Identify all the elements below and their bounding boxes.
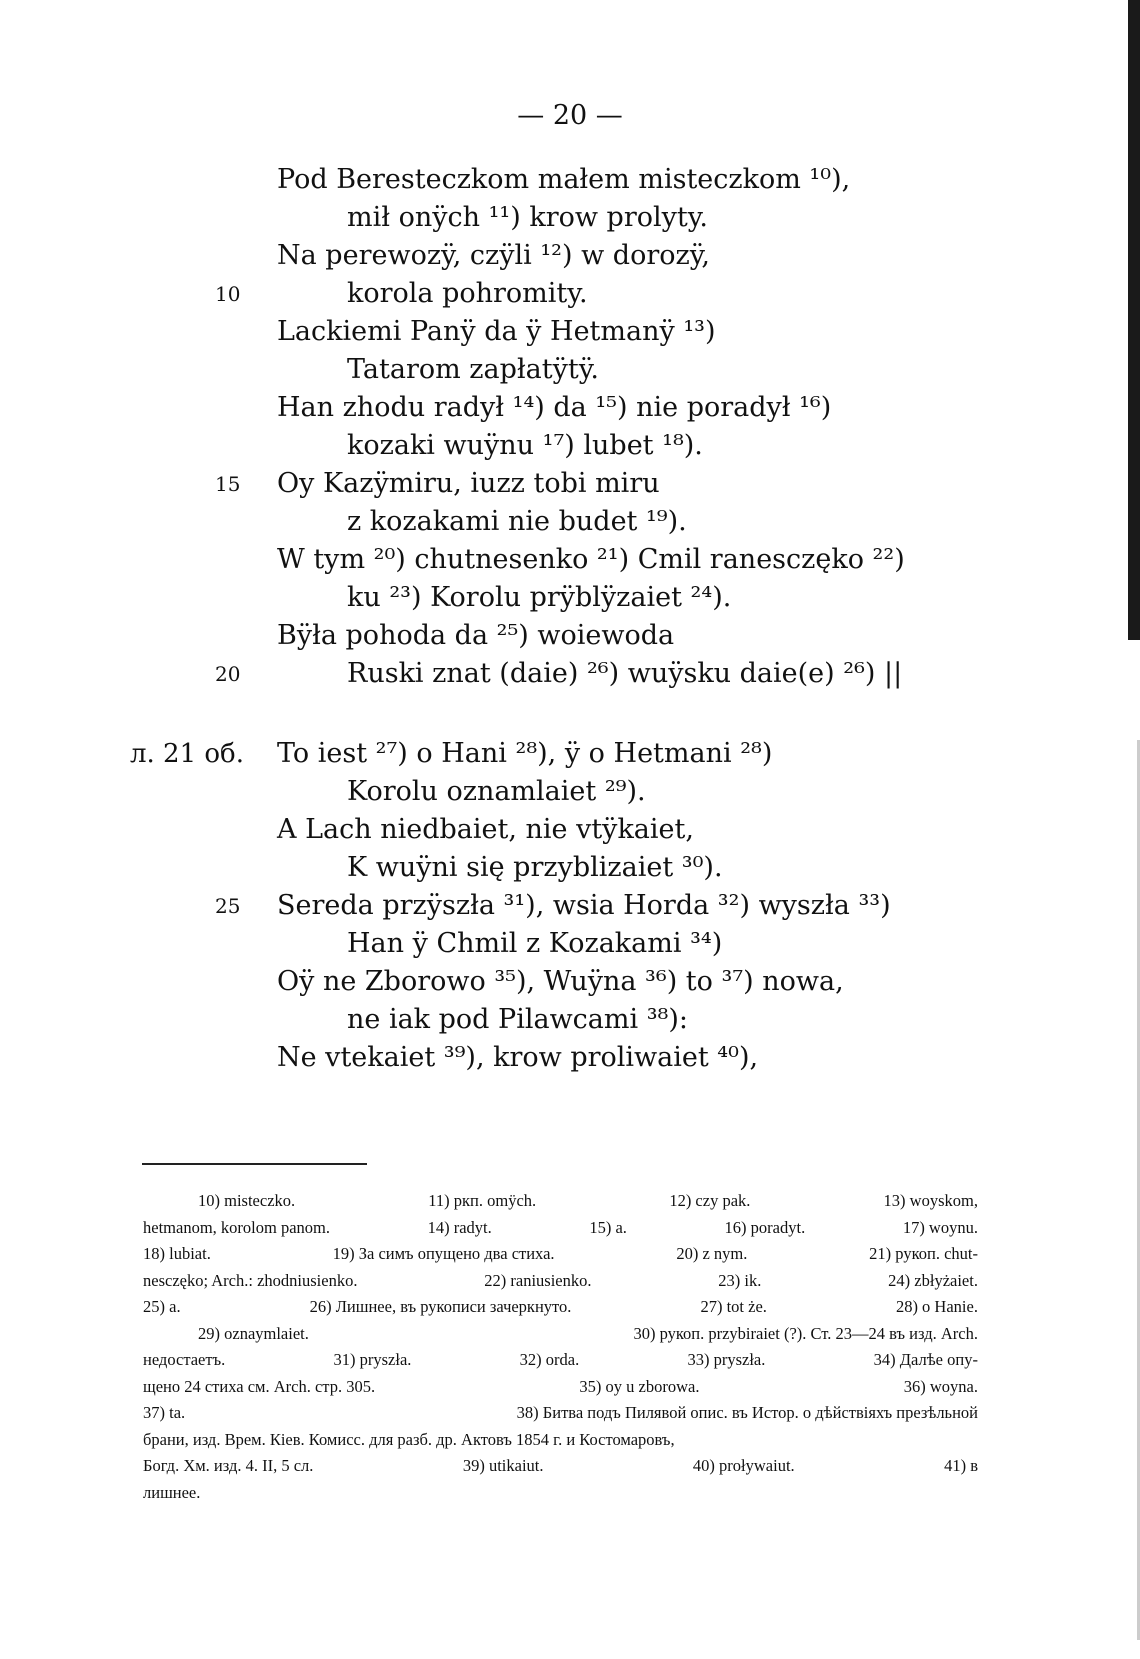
footnote-line (143, 1400, 978, 1427)
footnote: лишнее. (143, 1482, 201, 1502)
footnote-line (143, 1321, 978, 1348)
footnote: 39) utikaiut. (462, 1456, 544, 1475)
verse-line: Korolu oznamlaiet ²⁹). (347, 776, 646, 807)
page-number: — 20 — (517, 100, 623, 131)
footnote: 26) Лишнее, въ рукописи зачеркнуто. (309, 1297, 572, 1316)
line-number: 15 (215, 472, 241, 496)
footnote: 27) tot że. (700, 1297, 767, 1316)
verse-line: kozaki wuÿnu ¹⁷) lubet ¹⁸). (347, 430, 703, 461)
footnote: 16) poradyt. (724, 1217, 806, 1237)
line-number: 10 (215, 282, 241, 306)
line-number: 25 (215, 894, 241, 918)
footnote-line (143, 1347, 978, 1374)
verse-line: Bÿła pohoda da ²⁵) woiewoda (277, 620, 675, 651)
footnote: 40) proływaiut. (692, 1456, 795, 1475)
footnotes (143, 1188, 978, 1506)
verse-line: Ruski znat (daie) ²⁶) wuÿsku daie(e) ²⁶) || (347, 658, 903, 689)
footnote: 21) рукоп. chut- (869, 1244, 978, 1263)
line-number: 20 (215, 662, 241, 686)
footnote: брани, изд. Врем. Кiев. Комисс. для разб. др. Актовъ 1854 г. и Костомаровъ, (143, 1429, 675, 1449)
verse-line: Oy Kazÿmiru, iuzz tobi miru (277, 468, 660, 499)
footnote: 35) oy u zborowa. (579, 1376, 700, 1396)
footnote: 32) orda. (519, 1350, 580, 1369)
footnote: 30) рукоп. przybiraiet (?). Ст. 23—24 въ изд. Arch. (633, 1323, 978, 1343)
footnote-line (143, 1241, 978, 1268)
verse-line: ne iak pod Pilawcami ³⁸): (347, 1004, 688, 1035)
footnote: 11) ркп. omÿch. (428, 1191, 537, 1210)
footnote: nesczęko; Arch.: zhodniusienko. (143, 1270, 358, 1290)
footnote-line (143, 1453, 978, 1480)
verse-line: Na perewozÿ, czÿli ¹²) w dorozÿ, (277, 240, 710, 271)
verse-line: W tym ²⁰) chutnesenko ²¹) Cmil ranesczęko ²²) (277, 544, 905, 575)
footnote: 15) a. (589, 1217, 627, 1237)
footnote: hetmanom, korolom panom. (143, 1217, 330, 1237)
footnote-line (143, 1188, 978, 1215)
footnote: Богд. Хм. изд. 4. II, 5 сл. (143, 1456, 314, 1475)
footnote: 23) ik. (718, 1270, 762, 1290)
footnote: 25) a. (143, 1297, 181, 1316)
verse-line: Ne vtekaiet ³⁹), krow proliwaiet ⁴⁰), (277, 1042, 759, 1073)
footnote: 37) ta. (143, 1403, 186, 1422)
footnote: 19) За симъ опущено два стиха. (332, 1244, 555, 1263)
footnote: 18) lubiat. (143, 1244, 211, 1263)
verse-line: Han ÿ Chmil z Kozakami ³⁴) (347, 928, 723, 959)
footnote: 17) woynu. (902, 1217, 978, 1237)
footnote-line (143, 1215, 978, 1242)
verse-line: mił onÿch ¹¹) krow prolyty. (347, 202, 708, 233)
verse-line: korola pohromity. (347, 278, 588, 309)
footnote-line (143, 1294, 978, 1321)
footnote: 31) pryszła. (333, 1350, 412, 1369)
footnote: 38) Битва подъ Пилявой опис. въ Истор. о дѣйствіяхъ презѣльной (516, 1403, 978, 1422)
footnote: 28) o Hanie. (895, 1297, 978, 1316)
verse-line: z kozakami nie budet ¹⁹). (347, 506, 687, 537)
verse-line: Tatarom zapłatÿtÿ. (347, 354, 599, 385)
footnote: щено 24 стиха см. Arch. стр. 305. (143, 1376, 376, 1396)
verse-line: To iest ²⁷) o Hani ²⁸), ÿ o Hetmani ²⁸) (277, 738, 773, 769)
footnote: 14) radyt. (427, 1217, 492, 1237)
verse-line: ku ²³) Korolu prÿblÿzaiet ²⁴). (347, 582, 732, 613)
footnote-line (143, 1268, 978, 1295)
footnote: 29) oznaymlaiet. (198, 1323, 309, 1343)
footnote: 33) pryszła. (687, 1350, 766, 1369)
footnote-line (143, 1427, 978, 1454)
verse-line: A Lach niedbaiet, nie vtÿkaiet, (277, 814, 694, 845)
footnote: 12) czy pak. (669, 1191, 751, 1210)
verse-line: Oÿ ne Zborowo ³⁵), Wuÿna ³⁶) to ³⁷) nowa, (277, 966, 844, 997)
scan-edge-shadow (1128, 0, 1140, 640)
verse-line: Lackiemi Panÿ da ÿ Hetmanÿ ¹³) (277, 316, 716, 347)
folio-mark: л. 21 об. (130, 739, 244, 769)
footnote: 24) zbłyżaiet. (888, 1270, 978, 1290)
footnote: 10) misteczko. (198, 1191, 296, 1210)
footnote: 20) z nym. (676, 1244, 748, 1263)
footnote: 36) woyna. (903, 1376, 978, 1396)
footnote: 34) Далѣе опу- (873, 1350, 978, 1369)
verse-line: K wuÿni się przyblizaiet ³⁰). (347, 852, 723, 883)
verse-line: Sereda przÿszła ³¹), wsia Horda ³²) wyszła ³³) (277, 890, 891, 921)
footnote-rule (142, 1163, 367, 1165)
footnote: недостаетъ. (143, 1350, 226, 1369)
footnote: 13) woyskom, (883, 1191, 978, 1210)
footnote-line (143, 1480, 978, 1507)
verse-line: Pod Beresteczkom małem misteczkom ¹⁰), (277, 164, 851, 195)
verse-line: Han zhodu radył ¹⁴) da ¹⁵) nie poradył ¹⁶) (277, 392, 832, 423)
footnote-line (143, 1374, 978, 1401)
footnote: 41) в (944, 1456, 978, 1475)
footnote: 22) raniusienko. (484, 1270, 592, 1290)
